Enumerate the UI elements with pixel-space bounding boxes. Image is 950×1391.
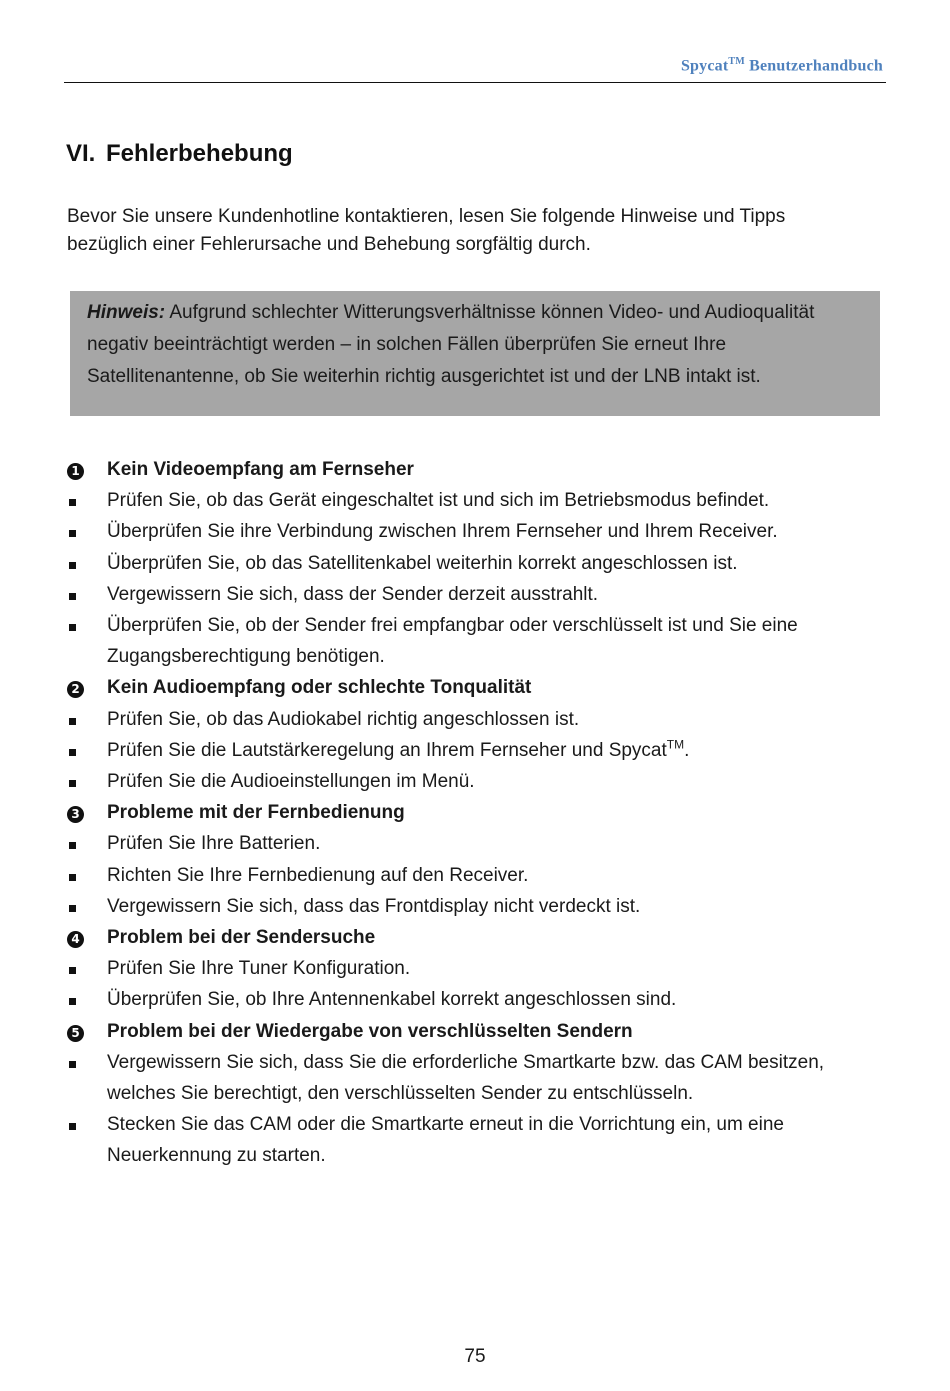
list-item: Prüfen Sie die Audioeinstellungen im Menü. — [0, 766, 950, 797]
list-item: Richten Sie Ihre Fernbedienung auf den Receiver. — [0, 860, 950, 891]
list-item: Überprüfen Sie, ob der Sender frei empfangbar oder verschlüsselt ist und Sie eine Zugangsberechtigung benötigen. — [0, 610, 950, 672]
number-marker-2: 2 — [67, 672, 84, 703]
bullet-icon — [67, 828, 76, 859]
note-label: Hinweis: — [87, 302, 166, 323]
troubleshooting-list — [0, 454, 950, 1172]
bullet-icon — [67, 548, 76, 579]
section-title: Kein Videoempfang am Fernseher — [107, 459, 414, 480]
header-brand: Spycat — [680, 57, 729, 75]
bullet-icon — [67, 704, 76, 735]
section-title: Kein Audioempfang oder schlechte Tonqualität — [107, 677, 532, 699]
chapter-number: VI. — [66, 140, 96, 167]
list-item: Prüfen Sie Ihre Batterien. — [0, 828, 950, 859]
bullet-icon — [67, 579, 76, 610]
chapter-title-text: Fehlerbehebung — [106, 140, 293, 167]
section-heading — [0, 454, 950, 485]
list-item: Vergewissern Sie sich, dass Sie die erforderliche Smartkarte bzw. das CAM besitzen, welches Sie berechtigt, den verschlüsselten Sender zu entschlüsseln. — [0, 1047, 950, 1109]
number-marker-4: 4 — [67, 922, 84, 953]
bullet-icon — [67, 860, 76, 891]
bullet-icon — [67, 610, 76, 641]
section-title: Problem bei der Sendersuche — [107, 927, 376, 949]
bullet-icon — [67, 984, 76, 1015]
note-text — [87, 297, 872, 393]
note-box — [70, 291, 880, 416]
running-header — [681, 56, 883, 75]
list-item: Vergewissern Sie sich, dass der Sender derzeit ausstrahlt. — [0, 579, 950, 610]
bullet-icon — [67, 766, 76, 797]
list-item: Prüfen Sie die Lautstärkeregelung an Ihrem Fernseher und Spycat™. — [0, 735, 950, 766]
number-marker-1: 1 — [67, 454, 84, 485]
chapter-title — [66, 140, 293, 168]
intro-paragraph: Bevor Sie unsere Kundenhotline kontaktieren, lesen Sie folgende Hinweise und Tipps bezüglich einer Fehlerursache und Behebung sorgfältig durch. — [67, 206, 786, 255]
list-item: Stecken Sie das CAM oder die Smartkarte erneut in die Vorrichtung ein, um eine Neuerkennung zu starten. — [0, 1109, 950, 1171]
section-heading — [0, 797, 950, 828]
header-title: Benutzerhandbuch — [744, 57, 883, 75]
bullet-icon — [67, 516, 76, 547]
number-marker-5: 5 — [67, 1016, 84, 1047]
list-item: Überprüfen Sie, ob das Satellitenkabel weiterhin korrekt angeschlossen ist. — [0, 548, 950, 579]
bullet-icon — [67, 1047, 76, 1078]
list-item: Überprüfen Sie, ob Ihre Antennenkabel korrekt angeschlossen sind. — [0, 984, 950, 1015]
section-heading — [0, 922, 950, 953]
note-body: Aufgrund schlechter Witterungsverhältnisse können Video- und Audioqualität negativ beeinträchtigt werden – in solchen Fällen überprüfen Sie erneut Ihre Satellitenantenne, ob Sie weiterhin richtig ausgerichtet ist und der LNB intakt ist. — [87, 302, 815, 387]
page-number: 75 — [464, 1346, 486, 1367]
list-item: Vergewissern Sie sich, dass das Frontdisplay nicht verdeckt ist. — [0, 891, 950, 922]
bullet-icon — [67, 891, 76, 922]
trademark-superscript: TM — [666, 737, 685, 752]
header-trademark: TM — [728, 56, 745, 67]
list-item: Prüfen Sie, ob das Audiokabel richtig angeschlossen ist. — [0, 704, 950, 735]
bullet-icon — [67, 1109, 76, 1140]
list-item: Prüfen Sie, ob das Gerät eingeschaltet ist und sich im Betriebsmodus befindet. — [0, 485, 950, 516]
number-marker-3: 3 — [67, 797, 84, 828]
section-title: Probleme mit der Fernbedienung — [107, 802, 405, 824]
section-title: Problem bei der Wiedergabe von verschlüsselten Sendern — [107, 1020, 633, 1042]
list-item: Prüfen Sie Ihre Tuner Konfiguration. — [0, 953, 950, 984]
section-heading — [0, 1016, 950, 1047]
bullet-icon — [67, 953, 76, 984]
header-rule — [64, 82, 886, 83]
list-item: Überprüfen Sie ihre Verbindung zwischen Ihrem Fernseher und Ihrem Receiver. — [0, 516, 950, 547]
section-heading — [0, 672, 950, 703]
bullet-icon — [67, 485, 76, 516]
bullet-icon — [67, 735, 76, 766]
